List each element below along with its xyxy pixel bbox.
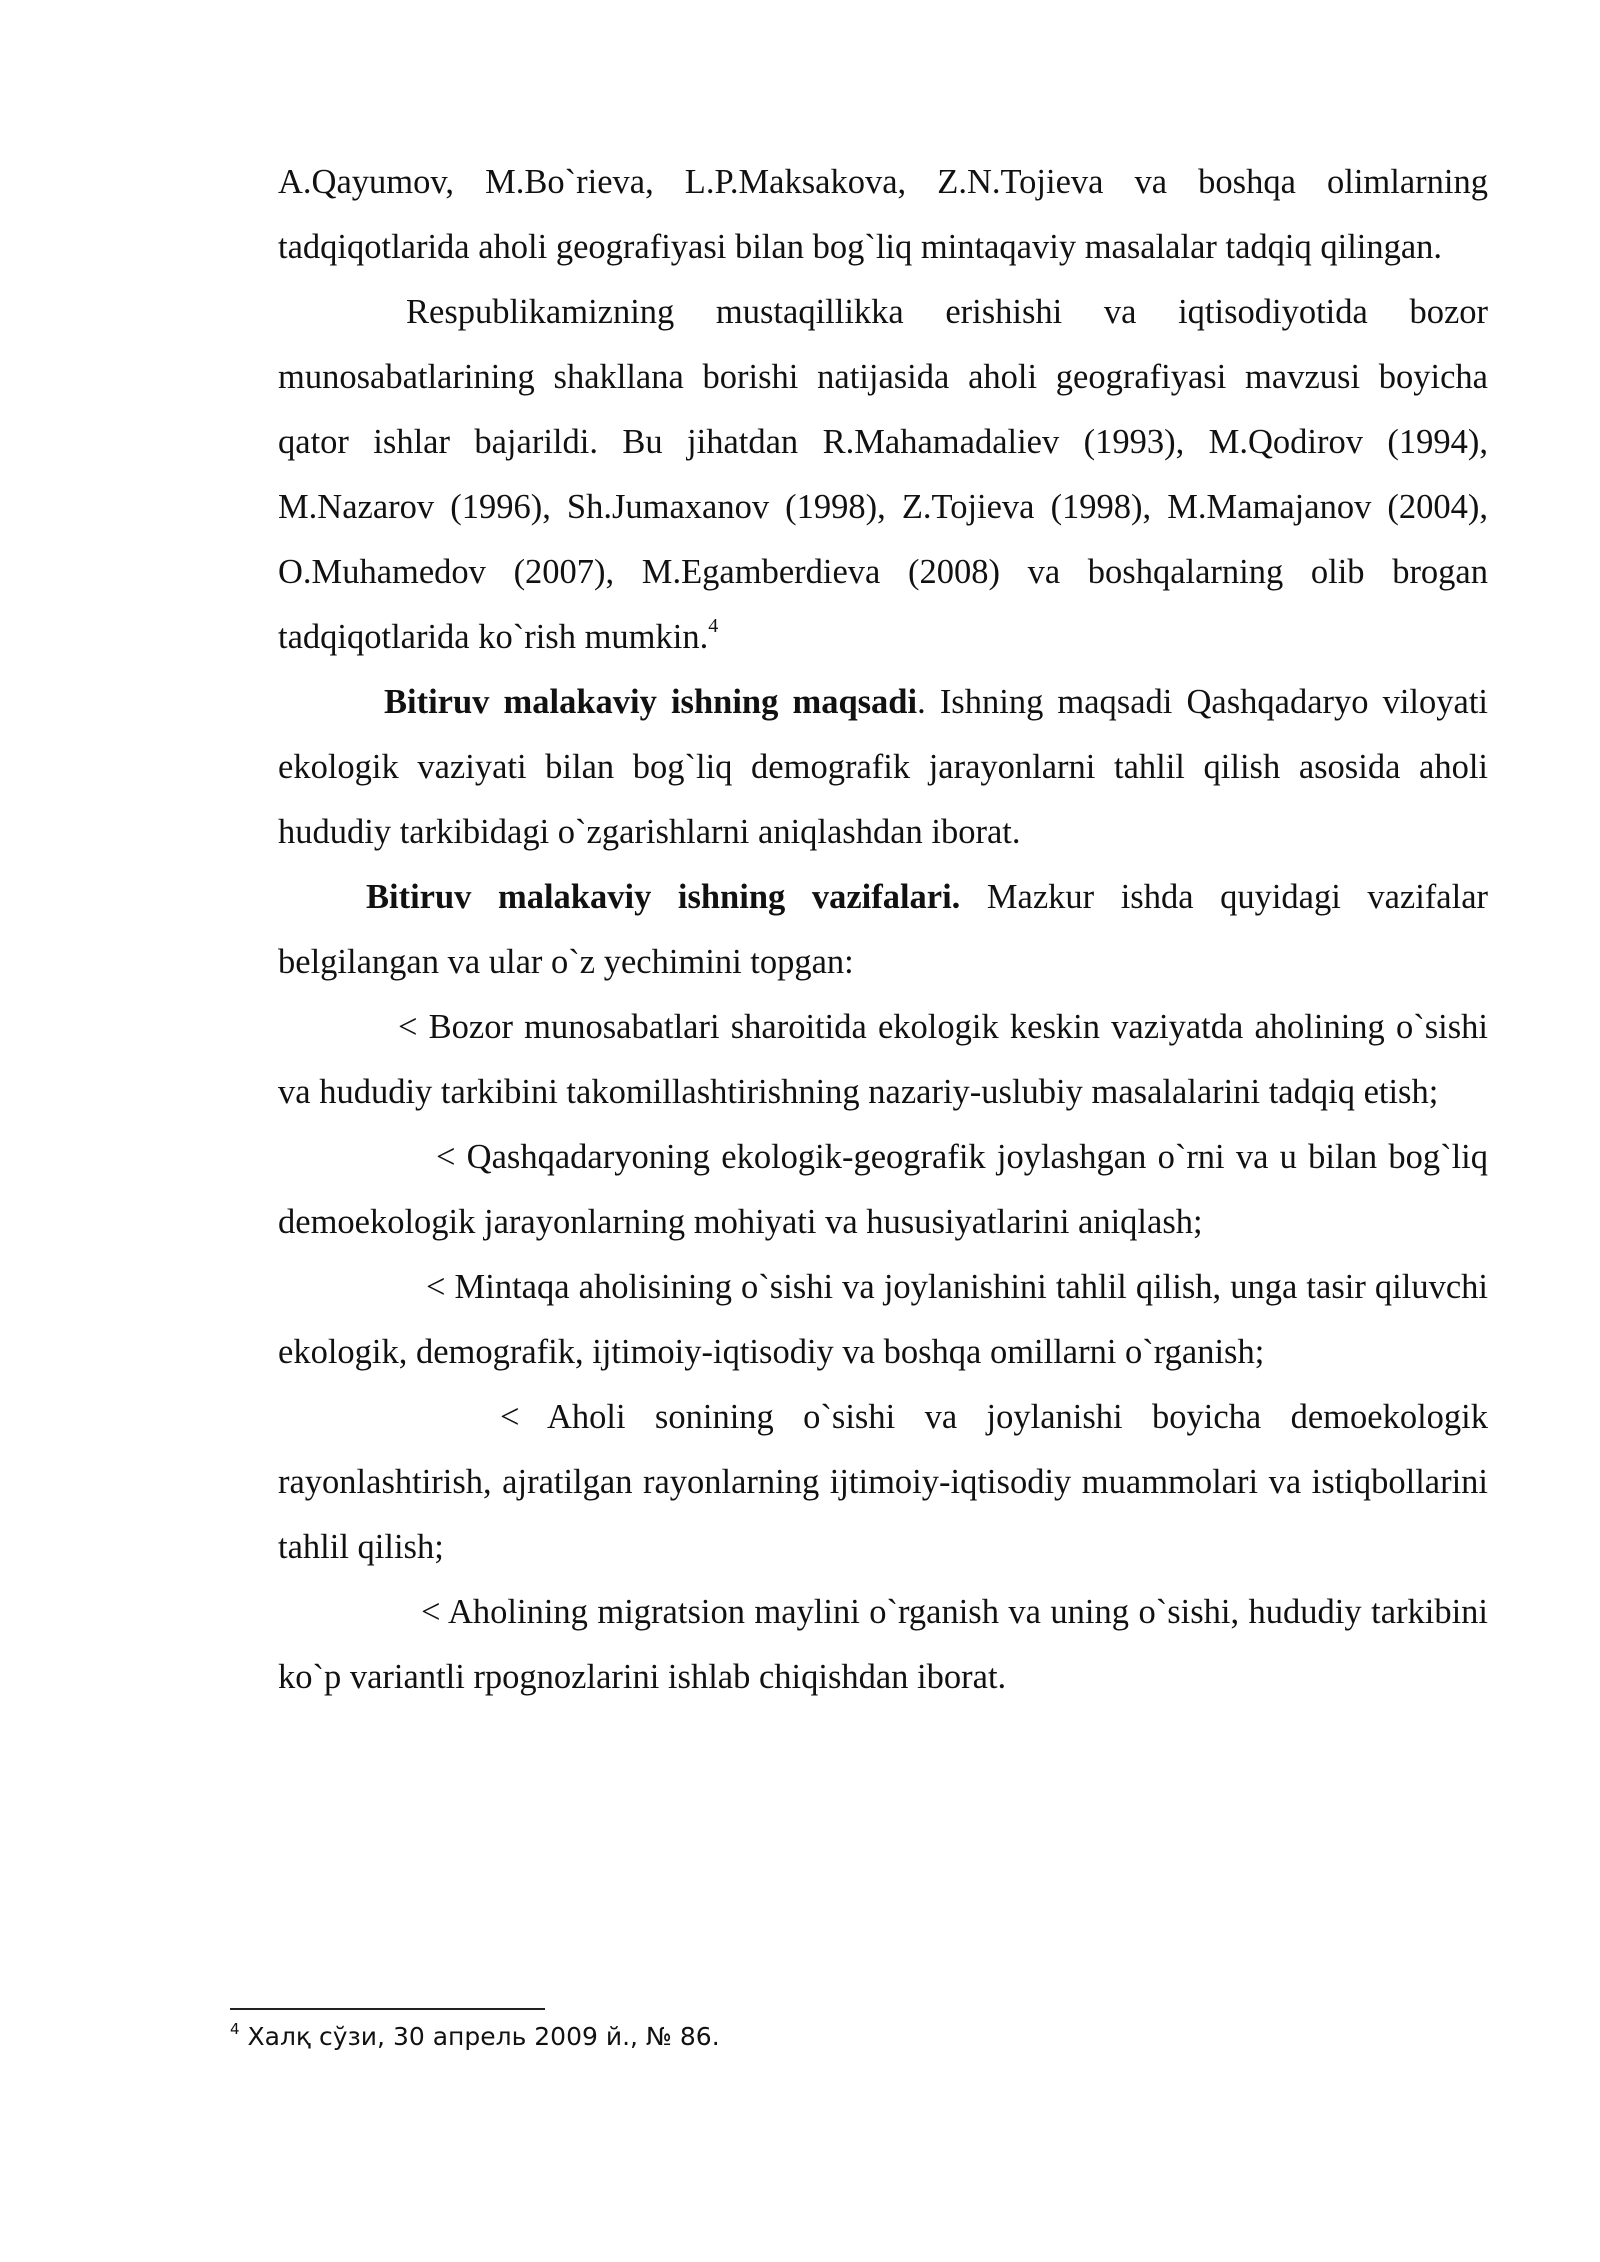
footnote-divider (230, 2008, 545, 2010)
tasks-heading: Bitiruv malakaviy ishning vazifalari. (366, 878, 961, 916)
footnote-reference: 4 (708, 614, 719, 637)
goal-heading: Bitiruv malakaviy ishning maqsadi (384, 683, 918, 721)
task-item: < Bozor munosabatlari sharoitida ekologik keskin vaziyatda aholining o`sishi va hududiy tarkibini takomillashtirishning nazariy-uslubiy masalalarini tadqiq etish; (278, 1008, 1488, 1111)
paragraph-tasks (278, 865, 1488, 995)
task-item: < Aholi sonining o`sishi va joylanishi boyicha demoekologik rayonlashtirish, ajratilgan rayonlarning ijtimoiy-iqtisodiy muammolari va istiqbollarini tahlil qilish; (278, 1398, 1488, 1566)
paragraph-text: Mazkur ishda quyidagi vazifalar belgilangan va ular o`z yechimini topgan: (278, 878, 1488, 981)
paragraph-researchers (278, 150, 1488, 280)
paragraph-goal (278, 670, 1488, 865)
footnote-number: 4 (230, 2019, 240, 2038)
paragraph-independence-research (278, 280, 1488, 670)
paragraph-text: Respublikamizning mustaqillikka erishishi va iqtisodiyotida bozor munosabatlarining shakllana borishi natijasida aholi geografiyasi mavzusi boyicha qator ishlar bajarildi. Bu jihatdan R.Mahamadaliev (1993), M.Qodirov (1994), M.Nazarov (1996), Sh.Jumaxanov (1998), Z.Tojieva (1998), M.Mamajanov (2004), O.Muhamedov (2007), M.Egamberdieva (2008) va boshqalarning olib brogan tadqiqotlarida ko`rish mumkin. (278, 293, 1488, 656)
paragraph-text: . Ishning maqsadi Qashqadaryo viloyati ekologik vaziyati bilan bog`liq demografik jarayonlarni tahlil qilish asosida aholi hududiy tarkibidagi o`zgarishlarni aniqlashdan iborat. (278, 683, 1488, 851)
paragraph-text: A.Qayumov, M.Bo`rieva, L.P.Maksakova, Z.N.Tojieva va boshqa olimlarning tadqiqotlarida aholi geografiyasi bilan bog`liq mintaqaviy masalalar tadqiq qilingan. (278, 163, 1488, 266)
body-text (278, 150, 1488, 1710)
task-item: < Mintaqa aholisining o`sishi va joylanishini tahlil qilish, unga tasir qiluvchi ekologik, demografik, ijtimoiy-iqtisodiy va boshqa omillarni o`rganish; (278, 1268, 1488, 1371)
task-item: < Qashqadaryoning ekologik-geografik joylashgan o`rni va u bilan bog`liq demoekologik jarayonlarning mohiyati va hususiyatlarini aniqlash; (278, 1138, 1488, 1241)
task-item: < Aholining migratsion maylini o`rganish va uning o`sishi, hududiy tarkibini ko`p variantli rpognozlarini ishlab chiqishdan iborat. (278, 1593, 1488, 1696)
footnote-text: Халқ сўзи, 30 апрель 2009 й., № 86. (239, 2022, 720, 2051)
footnote (230, 2020, 1430, 2054)
